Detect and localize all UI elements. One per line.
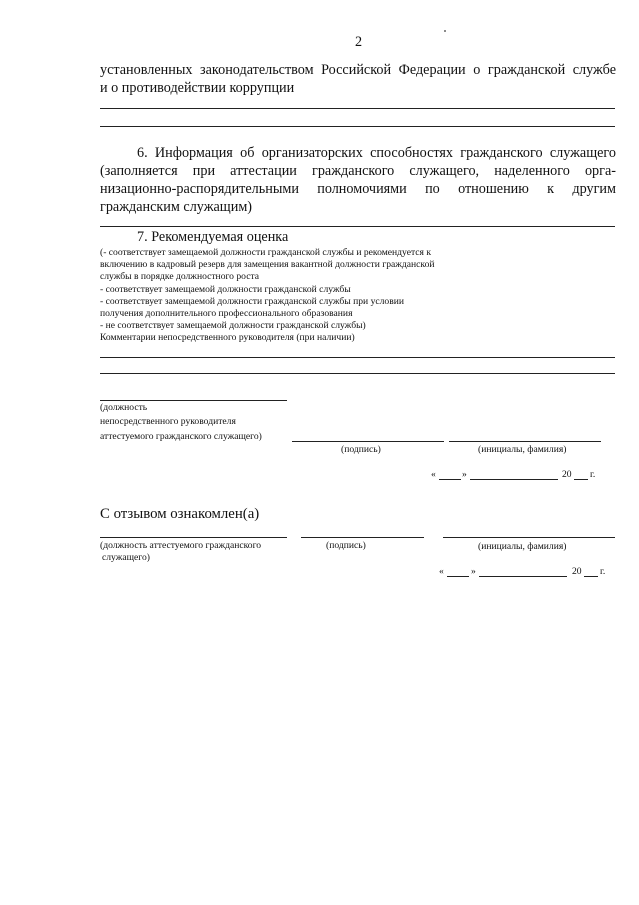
section7-line: (- соответствует замещаемой должности гражданской службы и рекомендуется к <box>100 247 432 258</box>
date-year-suffix: г. <box>600 566 606 577</box>
section6-line-2: (заполняется при аттестации гражданского служащего, наделенного орга- <box>100 163 616 179</box>
supervisor-signature-label: (подпись) <box>341 444 381 455</box>
date-day-line <box>447 576 469 577</box>
supervisor-signature-line <box>292 441 444 442</box>
section7-line: - соответствует замещаемой должности гражданской службы <box>100 284 351 295</box>
ack-position-label: служащего) <box>102 552 150 563</box>
supervisor-position-label: (должность <box>100 402 148 413</box>
page-number: 2 <box>355 34 363 50</box>
ack-signature-line <box>301 537 424 538</box>
section7-line: получения дополнительного профессионального образования <box>100 308 353 319</box>
supervisor-name-label: (инициалы, фамилия) <box>478 444 567 455</box>
fill-line <box>100 126 615 127</box>
date-year-prefix: 20 <box>572 566 582 577</box>
ack-name-line <box>443 537 615 538</box>
ack-signature-label: (подпись) <box>326 540 366 551</box>
scan-dot <box>444 30 446 32</box>
supervisor-position-label: непосредственного руководителя <box>100 416 236 427</box>
section7-line: Комментарии непосредственного руководителя (при наличии) <box>100 332 355 343</box>
section7-line: включению в кадровый резерв для замещения вакантной должности гражданской <box>100 259 435 270</box>
section7-line: - соответствует замещаемой должности гражданской службы при условии <box>100 296 405 307</box>
date-close-quote: » <box>462 469 467 480</box>
ack-name-label: (инициалы, фамилия) <box>478 541 567 552</box>
intro-line-1: установленных законодательством Российской Федерации о гражданской службе <box>100 62 616 78</box>
date-day-line <box>439 479 461 480</box>
date-month-line <box>470 479 558 480</box>
supervisor-position-line <box>100 400 287 401</box>
supervisor-position-label: аттестуемого гражданского служащего) <box>100 431 262 442</box>
date-year-line <box>574 479 588 480</box>
date-month-line <box>479 576 567 577</box>
intro-line-2: и о противодействии коррупции <box>100 80 295 96</box>
date-open-quote: « <box>439 566 444 577</box>
section6-line-3: низационно-распорядительными полномочиями по отношению к другим <box>100 181 616 197</box>
section6-line-4: гражданским служащим) <box>100 199 253 215</box>
section7-line: - не соответствует замещаемой должности гражданской службы) <box>100 320 366 331</box>
ack-position-line <box>100 537 287 538</box>
acknowledgement-title: С отзывом ознакомлен(а) <box>100 506 260 522</box>
section7-line: службы в порядке должностного роста <box>100 271 260 282</box>
ack-position-label: (должность аттестуемого гражданского <box>100 540 262 551</box>
date-year-suffix: г. <box>590 469 596 480</box>
fill-line <box>100 373 615 374</box>
section7-title: 7. Рекомендуемая оценка <box>137 229 289 245</box>
date-open-quote: « <box>431 469 436 480</box>
section6-line-1: 6. Информация об организаторских способностях гражданского служащего <box>137 145 616 161</box>
fill-line <box>100 108 615 109</box>
fill-line <box>100 357 615 358</box>
date-year-line <box>584 576 598 577</box>
date-close-quote: » <box>471 566 476 577</box>
supervisor-name-line <box>449 441 601 442</box>
fill-line <box>100 226 615 227</box>
date-year-prefix: 20 <box>562 469 572 480</box>
